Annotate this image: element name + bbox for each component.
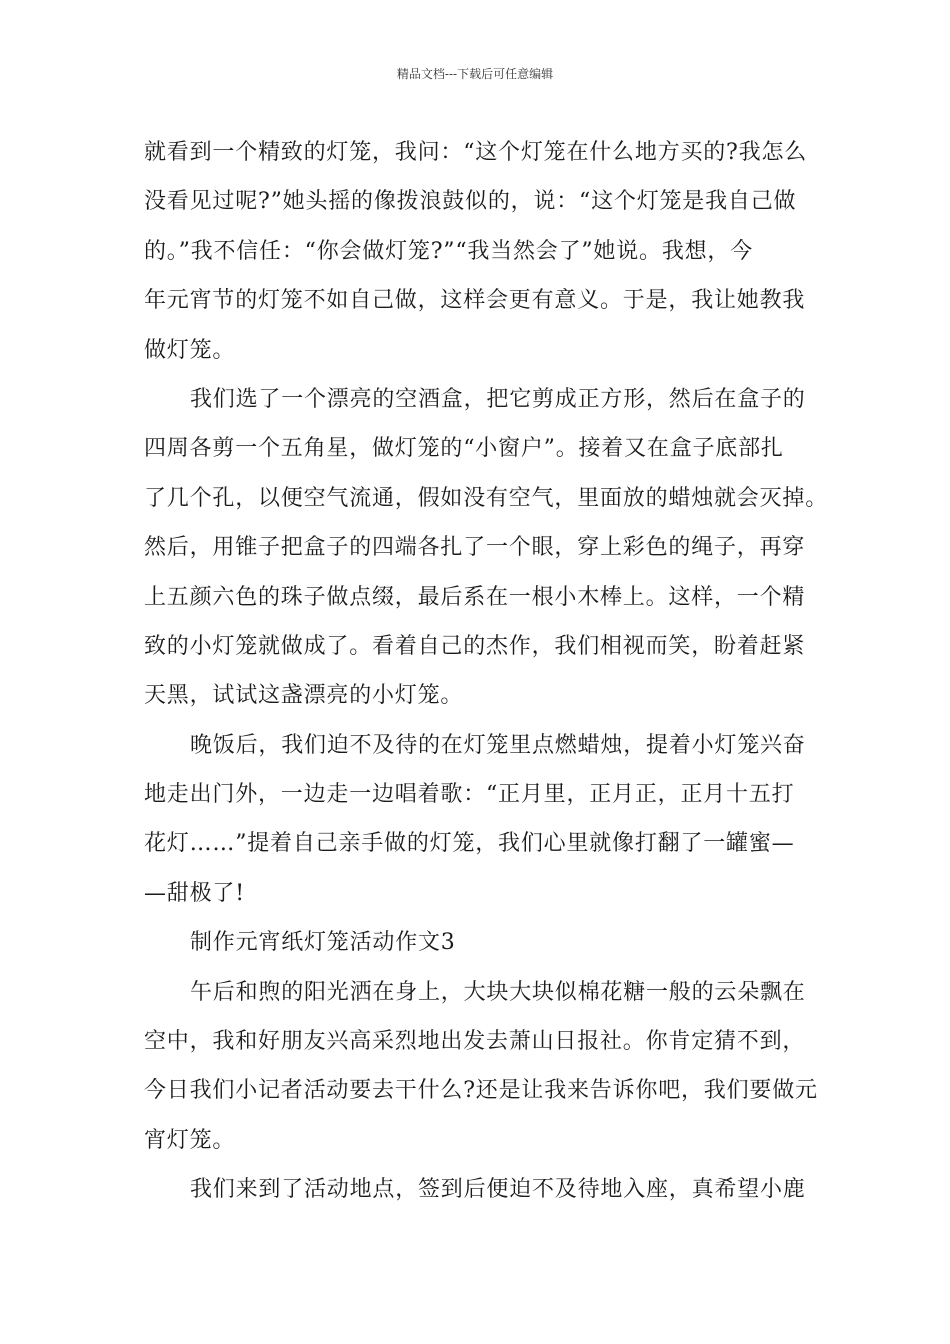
paragraph-start-line: 晚饭后，我们迫不及待的在灯笼里点燃蜡烛，提着小灯笼兴奋 <box>190 732 806 758</box>
text-line: 空中，我和好朋友兴高采烈地出发去萧山日报社。你肯定猜不到， <box>144 1029 806 1055</box>
text-line: —甜极了! <box>144 880 245 906</box>
text-line: 了几个孔，以便空气流通，假如没有空气，里面放的蜡烛就会灭掉。 <box>144 485 829 511</box>
paragraph-start-line: 我们选了一个漂亮的空酒盒，把它剪成正方形，然后在盒子的 <box>190 386 806 412</box>
text-line: 没看见过呢?”她头摇的像拨浪鼓似的，说：“这个灯笼是我自己做 <box>144 189 797 215</box>
text-line: 年元宵节的灯笼不如自己做，这样会更有意义。于是，我让她教我 <box>144 288 806 314</box>
text-line: 致的小灯笼就做成了。看着自己的杰作，我们相视而笑，盼着赶紧 <box>144 633 806 659</box>
page-header: 精品文档---下载后可任意编辑 <box>396 67 554 81</box>
text-line: 然后，用锥子把盒子的四端各扎了一个眼，穿上彩色的绳子，再穿 <box>144 535 806 561</box>
text-line: 就看到一个精致的灯笼，我问：“这个灯笼在什么地方买的?我怎么 <box>144 140 808 165</box>
text-line: 做灯笼。 <box>144 337 236 363</box>
text-line: 花灯……”提着自己亲手做的灯笼，我们心里就像打翻了一罐蜜— <box>144 831 795 857</box>
section-heading: 制作元宵纸灯笼活动作文3 <box>190 930 456 956</box>
paragraph-start-line: 我们来到了活动地点，签到后便迫不及待地入座，真希望小鹿 <box>190 1177 806 1203</box>
text-line: 地走出门外，一边走一边唱着歌：“正月里，正月正，正月十五打 <box>144 782 795 808</box>
text-line: 天黑，试试这盏漂亮的小灯笼。 <box>144 683 464 709</box>
text-line: 宵灯笼。 <box>144 1127 236 1153</box>
text-line: 上五颜六色的珠子做点缀，最后系在一根小木棒上。这样，一个精 <box>144 584 806 610</box>
document-body <box>144 128 829 1215</box>
text-line: 四周各剪一个五角星，做灯笼的“小窗户”。接着又在盒子底部扎 <box>144 436 784 462</box>
text-line: 的。”我不信任：“你会做灯笼?”“我当然会了”她说。我想，今 <box>144 238 754 264</box>
paragraph-start-line: 午后和煦的阳光洒在身上，大块大块似棉花糖一般的云朵飘在 <box>190 979 806 1005</box>
text-line: 今日我们小记者活动要去干什么?还是让我来告诉你吧，我们要做元 <box>144 1078 818 1104</box>
